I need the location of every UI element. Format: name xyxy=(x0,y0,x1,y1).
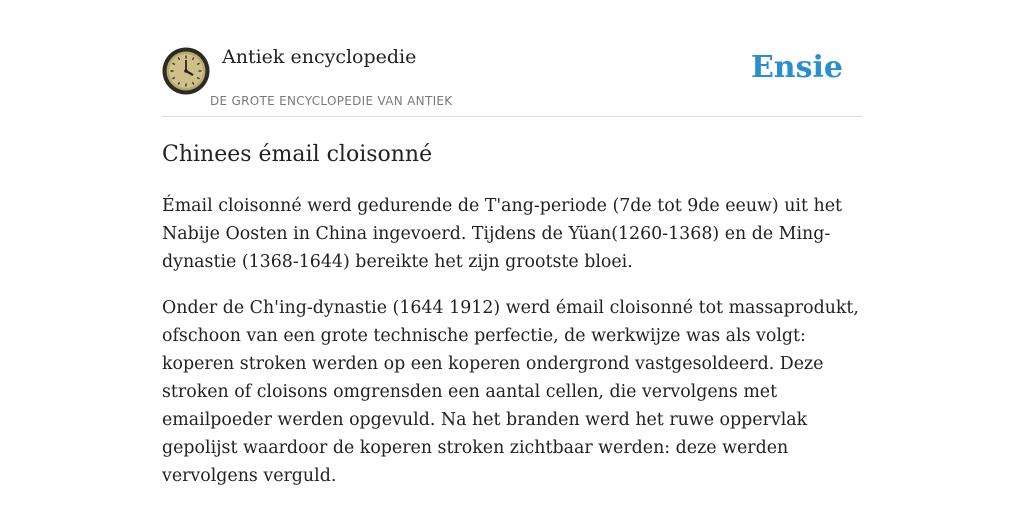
article-title: Chinees émail cloisonné xyxy=(162,142,433,167)
article-paragraph: Onder de Ch'ing-dynastie (1644 1912) werd émail cloisonné tot massaprodukt, ofschoon van een grote technische perfectie, de werkwijze was als volgt: koperen stroken werden op een koperen ondergrond vastgesoldeerd. Deze stroken of cloisons omgrensden een aantal cellen, die vervolgens met emailpoeder werden opgevuld. Na het branden werd het ruwe oppervlak gepolijst waardoor de koperen stroken zichtbaar werden: deze werden vervolgens verguld. xyxy=(162,298,859,486)
article xyxy=(162,138,862,490)
site-title[interactable]: Antiek encyclopedie xyxy=(222,46,417,68)
antique-clock-icon[interactable] xyxy=(162,47,210,95)
ensie-logo-link[interactable]: Ensie xyxy=(750,50,843,85)
article-paragraph: Émail cloisonné werd gedurende de T'ang-periode (7de tot 9de eeuw) uit het Nabije Oosten in China ingevoerd. Tijdens de Yüan(1260-1368) en de Ming-dynastie (1368-1644) bereikte het zijn grootste bloei. xyxy=(162,196,842,272)
site-subtitle: DE GROTE ENCYCLOPEDIE VAN ANTIEK xyxy=(210,94,453,108)
site-header xyxy=(162,44,862,117)
